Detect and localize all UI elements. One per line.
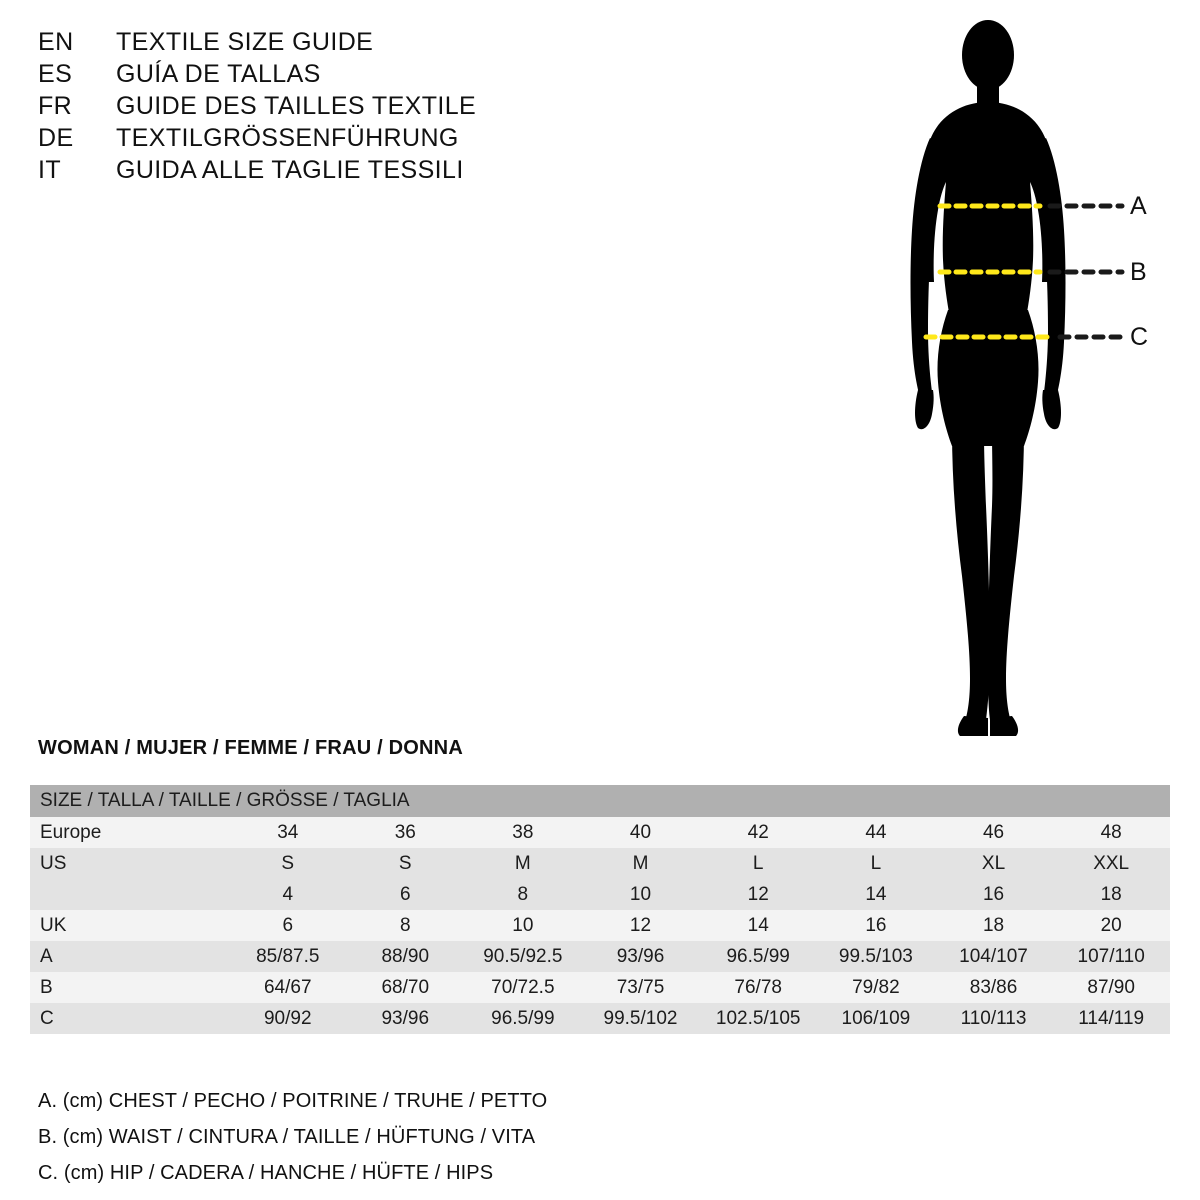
- row-label-b: B: [30, 972, 229, 1003]
- cell: 8: [347, 910, 464, 941]
- cell: 12: [582, 910, 700, 941]
- title-block: [38, 28, 598, 188]
- cell: 42: [699, 817, 817, 848]
- title-text-it: GUIDA ALLE TAGLIE TESSILI: [116, 156, 464, 184]
- cell: 46: [935, 817, 1053, 848]
- title-text-de: TEXTILGRÖSSENFÜHRUNG: [116, 124, 459, 152]
- table-row: [30, 817, 1170, 848]
- title-row: [38, 60, 598, 89]
- cell: 16: [817, 910, 935, 941]
- cell: XXL: [1052, 848, 1170, 879]
- cell: 107/110: [1052, 941, 1170, 972]
- cell: 6: [347, 879, 464, 910]
- cell: 4: [229, 879, 347, 910]
- row-label-uk: UK: [30, 910, 229, 941]
- title-text-en: TEXTILE SIZE GUIDE: [116, 28, 374, 56]
- cell: 14: [817, 879, 935, 910]
- cell: 64/67: [229, 972, 347, 1003]
- title-lang-en: EN: [38, 28, 74, 56]
- cell: 18: [1052, 879, 1170, 910]
- cell: 114/119: [1052, 1003, 1170, 1034]
- cell: 36: [347, 817, 464, 848]
- cell: M: [582, 848, 700, 879]
- table-row: [30, 941, 1170, 972]
- cell: L: [699, 848, 817, 879]
- cell: 70/72.5: [464, 972, 582, 1003]
- cell: 79/82: [817, 972, 935, 1003]
- cell: 90/92: [229, 1003, 347, 1034]
- legend-line-c: C. (cm) HIP / CADERA / HANCHE / HÜFTE / HIPS: [38, 1162, 494, 1184]
- title-row: [38, 92, 598, 121]
- table-header-row: [30, 785, 1170, 817]
- cell: XL: [935, 848, 1053, 879]
- cell: 99.5/103: [817, 941, 935, 972]
- cell: 40: [582, 817, 700, 848]
- size-table: [30, 785, 1170, 1034]
- cell: 20: [1052, 910, 1170, 941]
- cell: 68/70: [347, 972, 464, 1003]
- cell: 14: [699, 910, 817, 941]
- section-caption: WOMAN / MUJER / FEMME / FRAU / DONNA: [38, 737, 463, 759]
- table-header-label: SIZE / TALLA / TAILLE / GRÖSSE / TAGLIA: [30, 785, 1170, 817]
- table-row: [30, 972, 1170, 1003]
- cell: 34: [229, 817, 347, 848]
- cell: S: [229, 848, 347, 879]
- measure-label-b: B: [1130, 258, 1147, 286]
- cell: 96.5/99: [464, 1003, 582, 1034]
- table-row: [30, 1003, 1170, 1034]
- cell: L: [817, 848, 935, 879]
- cell: 102.5/105: [699, 1003, 817, 1034]
- cell: 12: [699, 879, 817, 910]
- title-row: [38, 124, 598, 153]
- table-row: [30, 879, 1170, 910]
- cell: 110/113: [935, 1003, 1053, 1034]
- cell: 93/96: [582, 941, 700, 972]
- cell: 48: [1052, 817, 1170, 848]
- title-row: [38, 28, 598, 57]
- cell: 16: [935, 879, 1053, 910]
- female-body-silhouette-icon: [860, 10, 1190, 750]
- cell: 87/90: [1052, 972, 1170, 1003]
- legend: [38, 1090, 738, 1198]
- legend-line-b: B. (cm) WAIST / CINTURA / TAILLE / HÜFTUNG / VITA: [38, 1126, 536, 1148]
- measure-label-a: A: [1130, 192, 1147, 220]
- title-text-es: GUÍA DE TALLAS: [116, 60, 321, 88]
- cell: 96.5/99: [699, 941, 817, 972]
- cell: 10: [464, 910, 582, 941]
- cell: 88/90: [347, 941, 464, 972]
- legend-line-a: A. (cm) CHEST / PECHO / POITRINE / TRUHE / PETTO: [38, 1090, 548, 1112]
- title-lang-de: DE: [38, 124, 74, 152]
- cell: M: [464, 848, 582, 879]
- cell: 76/78: [699, 972, 817, 1003]
- measure-label-c: C: [1130, 323, 1149, 351]
- cell: 99.5/102: [582, 1003, 700, 1034]
- title-lang-fr: FR: [38, 92, 73, 120]
- figure-area: [860, 10, 1190, 750]
- row-label-a: A: [30, 941, 229, 972]
- cell: 85/87.5: [229, 941, 347, 972]
- cell: 18: [935, 910, 1053, 941]
- row-label-us-numeric: [30, 879, 229, 910]
- cell: 6: [229, 910, 347, 941]
- row-label-us: US: [30, 848, 229, 879]
- cell: 93/96: [347, 1003, 464, 1034]
- cell: 90.5/92.5: [464, 941, 582, 972]
- table-row: [30, 910, 1170, 941]
- cell: 83/86: [935, 972, 1053, 1003]
- table-row: [30, 848, 1170, 879]
- cell: 38: [464, 817, 582, 848]
- cell: 106/109: [817, 1003, 935, 1034]
- cell: S: [347, 848, 464, 879]
- row-label-c: C: [30, 1003, 229, 1034]
- cell: 73/75: [582, 972, 700, 1003]
- title-row: [38, 156, 598, 185]
- row-label-europe: Europe: [30, 817, 229, 848]
- title-lang-it: IT: [38, 156, 62, 184]
- cell: 8: [464, 879, 582, 910]
- title-lang-es: ES: [38, 60, 73, 88]
- title-text-fr: GUIDE DES TAILLES TEXTILE: [116, 92, 477, 120]
- cell: 104/107: [935, 941, 1053, 972]
- cell: 44: [817, 817, 935, 848]
- cell: 10: [582, 879, 700, 910]
